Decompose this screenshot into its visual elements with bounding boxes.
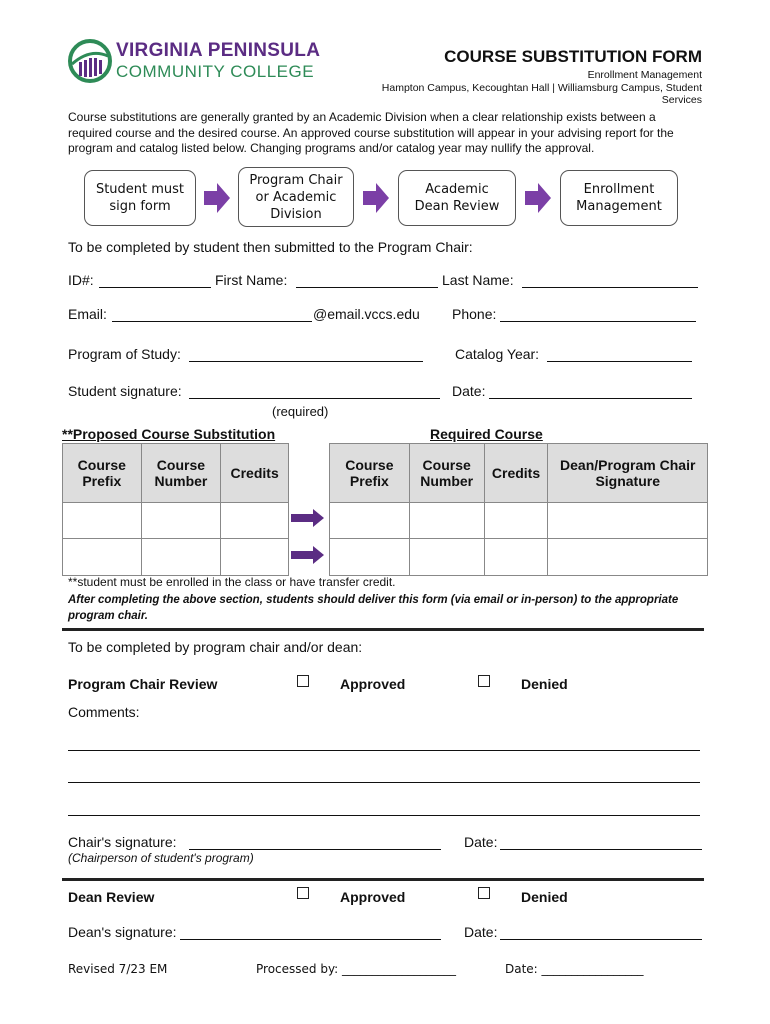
flow-step-label: Program Chair or Academic Division (249, 172, 343, 222)
required-course-title: Required Course (430, 426, 543, 442)
col-course-number: Course Number (141, 444, 221, 503)
flow-step-label: Academic Dean Review (414, 182, 500, 214)
chair-approved-checkbox[interactable] (297, 675, 309, 687)
proposed-credits-cell[interactable] (221, 503, 289, 539)
student-signature-field[interactable] (189, 398, 440, 399)
student-date-label: Date: (452, 383, 486, 399)
col-credits: Credits (484, 444, 548, 503)
email-label: Email: (68, 306, 107, 322)
program-label: Program of Study: (68, 346, 181, 362)
col-course-prefix: Course Prefix (330, 444, 410, 503)
comments-line[interactable] (68, 815, 700, 816)
email-domain: @email.vccs.edu (313, 306, 420, 322)
chair-date-label: Date: (464, 834, 498, 850)
required-credits-cell[interactable] (484, 539, 548, 576)
proposed-number-cell[interactable] (141, 539, 221, 576)
enrollment-note: **student must be enrolled in the class or have transfer credit. (68, 575, 396, 589)
flow-step-dean (398, 170, 516, 226)
college-logo (68, 38, 328, 86)
flow-step-student (84, 170, 196, 226)
chair-signature-field[interactable] (189, 849, 441, 850)
col-signature: Dean/Program Chair Signature (548, 444, 708, 503)
phone-label: Phone: (452, 306, 497, 322)
delivery-note: After completing the above section, students should deliver this form (via email or in-person) to the appropriate program chair. (68, 594, 679, 622)
dean-denied-checkbox[interactable] (478, 887, 490, 899)
chair-signature-label: Chair's signature: (68, 834, 177, 850)
dean-date-label: Date: (464, 924, 498, 940)
dean-denied-label: Denied (521, 889, 568, 905)
last-name-field[interactable] (522, 287, 698, 288)
comments-label: Comments: (68, 704, 140, 720)
dean-date-field[interactable] (500, 939, 702, 940)
catalog-year-label: Catalog Year: (455, 346, 540, 362)
dean-approved-checkbox[interactable] (297, 887, 309, 899)
last-name-label: Last Name: (442, 272, 514, 288)
student-instruction: To be completed by student then submitted to the Program Chair: (68, 239, 473, 255)
required-prefix-cell[interactable] (330, 503, 410, 539)
comments-line[interactable] (68, 750, 700, 751)
proposed-prefix-cell[interactable] (63, 503, 142, 539)
logo-line1: VIRGINIA PENINSULA (116, 40, 321, 61)
section-divider (62, 628, 704, 631)
dean-approved-label: Approved (340, 889, 406, 905)
required-number-cell[interactable] (409, 539, 484, 576)
col-credits: Credits (221, 444, 289, 503)
required-credits-cell[interactable] (484, 503, 548, 539)
proposed-prefix-cell[interactable] (63, 539, 142, 576)
col-course-number: Course Number (409, 444, 484, 503)
proposed-number-cell[interactable] (141, 503, 221, 539)
arrow-right-icon (203, 182, 231, 214)
catalog-year-field[interactable] (547, 361, 692, 362)
intro-paragraph: Course substitutions are generally granted by an Academic Division when a clear relationship exists between a required course and the desired course. An approved course substitution will appear in your advising report for the program and catalog listed below. Changing programs and/or catalog year may nullify the approval. (68, 110, 674, 155)
arrow-right-icon (291, 546, 325, 564)
section-divider (62, 878, 704, 881)
chair-review-label: Program Chair Review (68, 676, 218, 692)
chair-signature-note: (Chairperson of student's program) (68, 851, 254, 865)
proposed-course-table (62, 443, 289, 576)
phone-field[interactable] (500, 321, 696, 322)
proposed-credits-cell[interactable] (221, 539, 289, 576)
required-note: (required) (272, 404, 329, 419)
dean-review-label: Dean Review (68, 889, 155, 905)
chair-denied-label: Denied (521, 676, 568, 692)
comments-line[interactable] (68, 782, 700, 783)
student-signature-label: Student signature: (68, 383, 182, 399)
arrow-right-icon (291, 509, 325, 527)
logo-emblem-icon (68, 38, 112, 84)
processed-date: Date: _________________ (505, 962, 644, 976)
chair-date-field[interactable] (500, 849, 702, 850)
required-prefix-cell[interactable] (330, 539, 410, 576)
logo-line2: COMMUNITY COLLEGE (116, 62, 315, 81)
arrow-right-icon (362, 182, 390, 214)
first-name-label: First Name: (215, 272, 288, 288)
arrow-right-icon (524, 182, 552, 214)
revision-note: Revised 7/23 EM (68, 962, 168, 976)
dean-signature-label: Dean's signature: (68, 924, 177, 940)
processed-by: Processed by: ___________________ (256, 962, 457, 976)
col-course-prefix: Course Prefix (63, 444, 142, 503)
flow-step-label: Student must sign form (95, 182, 185, 214)
chair-instruction: To be completed by program chair and/or dean: (68, 639, 363, 655)
department-info (342, 69, 702, 107)
student-date-field[interactable] (489, 398, 692, 399)
email-field[interactable] (112, 321, 312, 322)
required-course-table (329, 443, 708, 576)
chair-denied-checkbox[interactable] (478, 675, 490, 687)
required-signature-cell[interactable] (548, 539, 708, 576)
required-signature-cell[interactable] (548, 503, 708, 539)
id-label: ID#: (68, 272, 94, 288)
flow-step-enrollment (560, 170, 678, 226)
dean-signature-field[interactable] (180, 939, 441, 940)
flow-step-program-chair (238, 167, 354, 227)
program-field[interactable] (189, 361, 423, 362)
required-number-cell[interactable] (409, 503, 484, 539)
chair-approved-label: Approved (340, 676, 406, 692)
first-name-field[interactable] (296, 287, 438, 288)
flow-step-label: Enrollment Management (576, 182, 662, 214)
department-text: Enrollment Management Hampton Campus, Kecoughtan Hall | Williamsburg Campus, Student Services (381, 69, 702, 106)
id-field[interactable] (99, 287, 211, 288)
proposed-course-title: **Proposed Course Substitution (62, 426, 276, 442)
form-title: COURSE SUBSTITUTION FORM (444, 47, 702, 66)
